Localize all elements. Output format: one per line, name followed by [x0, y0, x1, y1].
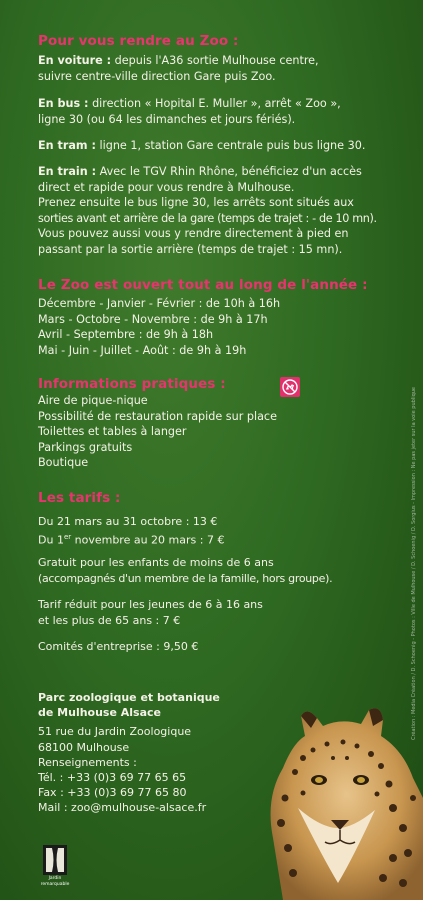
info-label: Renseignements :: [38, 755, 137, 769]
train-text-2: direct et rapide pour vous rendre à Mulhouse.: [38, 180, 295, 194]
tarif-free-2: (accompagnés d'un membre de la famille, hors groupe).: [38, 571, 333, 585]
info-item: Aire de pique-nique: [38, 394, 148, 407]
train-label: En train :: [38, 165, 97, 178]
access-tram: [38, 138, 390, 154]
logo-label-2: remarquable: [40, 882, 70, 887]
email-address: Mail : zoo@mulhouse-alsace.fr: [38, 801, 207, 815]
tarif-low-b: novembre au 20 mars : 7 €: [71, 533, 225, 547]
train-text-4: sorties avant et arrière de la gare (temps de trajet : - de 10 mn).: [38, 211, 377, 225]
address-city: 68100 Mulhouse: [38, 740, 130, 754]
info-item: Parkings gratuits: [38, 440, 133, 454]
infos-title: Informations pratiques :: [38, 376, 226, 392]
hours-line: Mai - Juin - Juillet - Août : de 9h à 19h: [38, 343, 247, 357]
info-item: Possibilité de restauration rapide sur place: [38, 409, 277, 423]
tarif-low-a: Du 1: [38, 533, 64, 547]
leopard-image: [243, 688, 423, 900]
tarif-ce: [38, 639, 390, 655]
bus-text: direction « Hopital E. Muller », arrêt « Zoo »,: [88, 97, 341, 110]
train-text: Avec le TGV Rhin Rhône, bénéficiez d'un accès: [96, 165, 362, 178]
tarif-reduced-1: Tarif réduit pour les jeunes de 6 à 16 ans: [38, 598, 263, 611]
phone-number: Tél. : +33 (0)3 69 77 65 65: [38, 771, 187, 785]
hours-line: Avril - Septembre : de 9h à 18h: [38, 328, 214, 342]
tram-text: ligne 1, station Gare centrale puis bus ligne 30.: [95, 139, 366, 152]
train-text-3: Prenez ensuite le bus ligne 30, les arrêts sont situés aux: [38, 196, 354, 210]
hours-line: Décembre - Janvier - Février : de 10h à 16h: [38, 297, 281, 310]
access-title: Pour vous rendre au Zoo :: [38, 33, 239, 49]
tarif-seasons: [38, 514, 390, 548]
car-text: depuis l'A36 sortie Mulhouse centre,: [111, 54, 319, 67]
hours-title: Le Zoo est ouvert tout au long de l'année :: [38, 277, 368, 293]
jardin-remarquable-logo: [38, 845, 72, 891]
logo-label-1: Jardin: [48, 876, 62, 881]
hours-list: [38, 296, 390, 358]
access-train: [38, 164, 390, 258]
tarif-reduced: [38, 597, 390, 628]
address-line: 51 rue du Jardin Zoologique: [38, 725, 192, 739]
photo-credit: Création : Media Création / D. Schoenig - Photos : Ville de Mulhouse / D. Schoenig / D. Sorgius - Impression : Ne pas jeter sur la voie publique: [411, 386, 417, 740]
train-text-5: Vous pouvez aussi vous y rendre directement à pied en: [38, 227, 349, 241]
fax-number: Fax : +33 (0)3 69 77 65 80: [38, 786, 187, 800]
access-bus: [38, 96, 390, 127]
bus-label: En bus :: [38, 97, 89, 110]
tram-label: En tram :: [38, 139, 96, 152]
access-car: [38, 53, 390, 84]
tarif-low-season: [38, 530, 390, 548]
bus-text-2: ligne 30 (ou 64 les dimanches et jours fériés).: [38, 112, 296, 126]
hours-line: Mars - Octobre - Novembre : de 9h à 17h: [38, 312, 268, 326]
car-text-2: suivre centre-ville direction Gare puis Zoo.: [38, 69, 276, 83]
tarif-ce-text: Comités d'entreprise : 9,50 €: [38, 640, 199, 653]
tarif-high-season: Du 21 mars au 31 octobre : 13 €: [38, 515, 218, 528]
train-text-6: passant par la sortie arrière (temps de trajet : 15 mn).: [38, 242, 343, 256]
tarif-free: [38, 555, 390, 586]
info-item: Boutique: [38, 456, 89, 470]
contact-block: [38, 690, 220, 816]
info-item: Toilettes et tables à langer: [38, 425, 187, 439]
tarif-low-sup: er: [63, 532, 72, 541]
org-name: Parc zoologique et botanique: [38, 691, 220, 704]
tarif-free-1: Gratuit pour les enfants de moins de 6 ans: [38, 556, 274, 569]
infos-list: [38, 393, 390, 471]
tarifs-title: Les tarifs :: [38, 490, 121, 506]
org-name-2: de Mulhouse Alsace: [38, 706, 162, 720]
car-label: En voiture :: [38, 54, 112, 67]
tarif-reduced-2: et les plus de 65 ans : 7 €: [38, 613, 181, 627]
